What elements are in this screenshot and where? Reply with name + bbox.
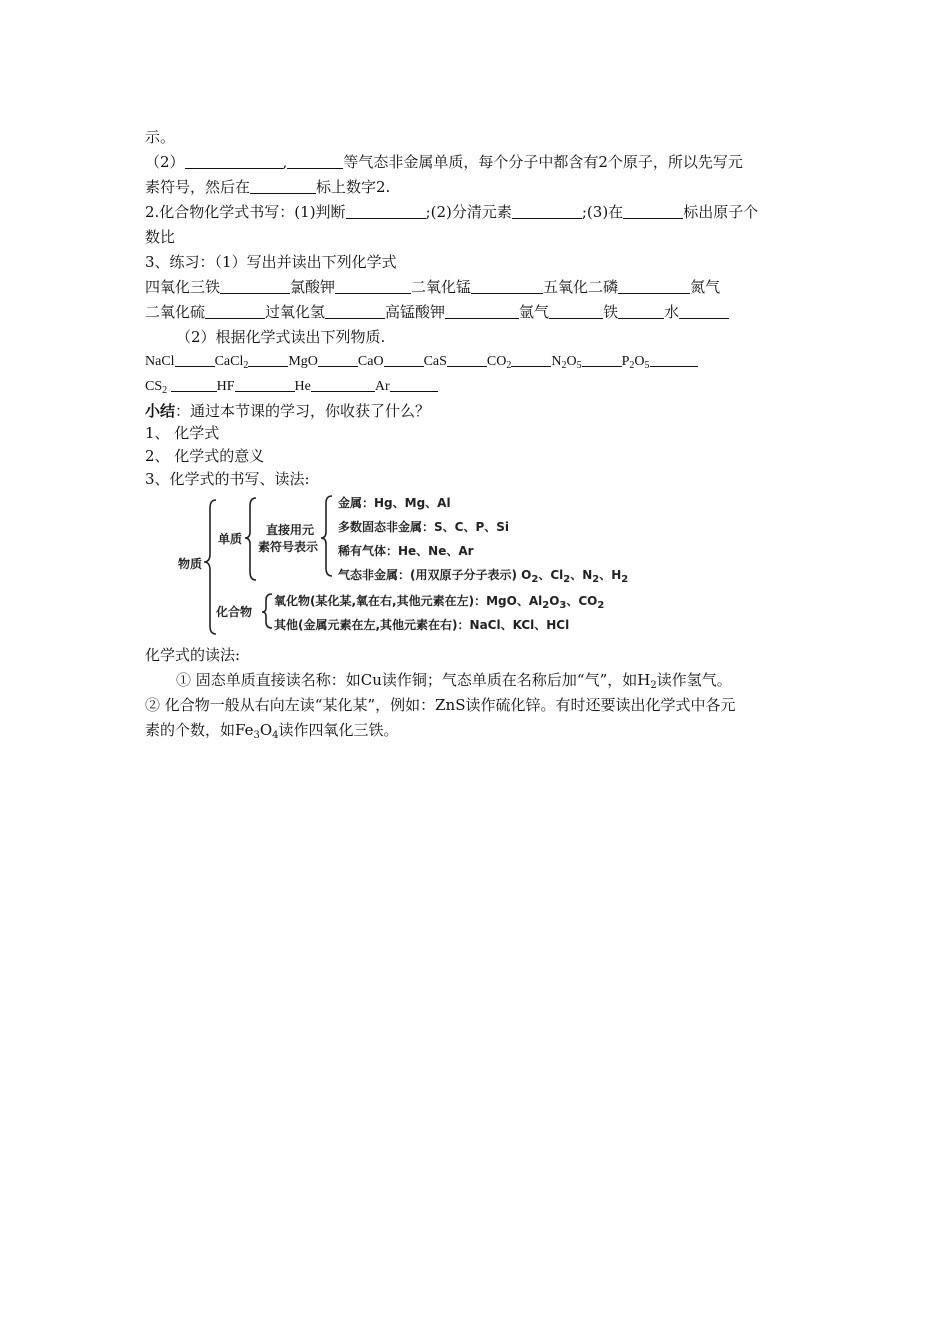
answer-blank: [511, 350, 551, 367]
formula-line: $CS_2$ HF He Ar: [145, 375, 438, 399]
solid-nonmetal-item: 多数固态非金属：S、C、P、Si: [338, 520, 510, 534]
answer-blank: [248, 350, 288, 367]
summary-item: 2、 化学式的意义: [145, 447, 265, 465]
text-line: （2） , 等气态非金属单质，每个分子中都含有2个原子，所以先写元: [145, 153, 743, 171]
answer-blank: [325, 302, 385, 319]
answer-blank: [171, 375, 217, 392]
noble-gas-item: 稀有气体：He、Ne、Ar: [338, 544, 474, 558]
answer-blank: [471, 277, 543, 294]
answer-blank: [311, 375, 375, 392]
answer-blank: [447, 350, 487, 367]
summary-item: 3、化学式的书写、读法:: [145, 470, 310, 488]
answer-blank: [346, 202, 426, 219]
answer-blank: [390, 375, 438, 392]
answer-blank: [384, 350, 424, 367]
exercise-line: 二氧化硫 过氧化氢 高锰酸钾 氩气 铁 水: [145, 300, 729, 324]
text-line: 素符号，然后在 标上数字2.: [145, 178, 391, 196]
summary-heading: 小结：通过本节课的学习，你收获了什么？: [145, 402, 431, 420]
answer-blank: [549, 302, 603, 319]
direct-symbol-label: 直接用元: [266, 523, 315, 537]
answer-blank: [618, 302, 664, 319]
reading-rule: ② 化合物一般从右向左读“某化某”，例如：ZnS读作硫化锌。有时还要读出化学式中各元: [145, 696, 736, 714]
answer-blank: [235, 375, 295, 392]
exercise-line: 四氧化三铁 氯酸钾 二氧化锰 五氧化二磷 氮气: [145, 278, 721, 296]
text-line: 示。: [145, 128, 176, 146]
substance-classification-diagram: [170, 488, 650, 640]
metal-item: 金属：Hg、Mg、Al: [338, 496, 451, 510]
reading-rule: ① 固态单质直接读名称：如Cu读作铜；气态单质在名称后加“气”，如$H_2$读作氢气。: [176, 671, 732, 691]
formula-line: NaCl CaCl$_2$ MgO CaO CaS $CO_2$ $N_2O_5$ $P_2O_5$: [145, 350, 698, 374]
answer-blank: [185, 152, 283, 169]
answer-blank: [205, 302, 265, 319]
text-line: 3、练习：（1）写出并读出下列化学式: [145, 253, 397, 271]
oxide-item: 氧化物(某化某,氧在右,其他元素在左)：MgO、$Al_2O_3$、$CO_2$: [274, 594, 605, 611]
answer-blank: [220, 277, 290, 294]
answer-blank: [679, 302, 729, 319]
answer-blank: [582, 350, 622, 367]
answer-blank: [512, 202, 582, 219]
other-compound-item: 其他(金属元素在左,其他元素在右)：NaCl、KCl、HCl: [274, 618, 570, 632]
direct-symbol-label: 素符号表示: [258, 540, 319, 554]
summary-item: 1、 化学式: [145, 424, 220, 442]
answer-blank: [618, 277, 690, 294]
answer-blank: [250, 177, 316, 194]
text-line: 数比: [145, 228, 176, 246]
single-substance-label: 单质: [218, 532, 243, 546]
compound-label: 化合物: [216, 605, 253, 619]
text-line: （2）根据化学式读出下列物质.: [176, 328, 386, 346]
answer-blank: [445, 302, 519, 319]
answer-blank: [175, 350, 215, 367]
answer-blank: [318, 350, 358, 367]
text-line: 2.化合物化学式书写：(1)判断 ;(2)分清元素 ;(3)在 标出原子个: [145, 203, 759, 221]
gas-nonmetal-item: 气态非金属：(用双原子分子表示) $O_2$、$Cl_2$、$N_2$、$H_2$: [338, 568, 629, 585]
root-label: 物质: [178, 557, 203, 571]
answer-blank: [287, 152, 343, 169]
reading-title: 化学式的读法:: [145, 646, 241, 664]
answer-blank: [650, 350, 698, 367]
answer-blank: [623, 202, 683, 219]
reading-rule: 素的个数，如$Fe_3O_4$读作四氧化三铁。: [145, 721, 399, 741]
answer-blank: [335, 277, 411, 294]
